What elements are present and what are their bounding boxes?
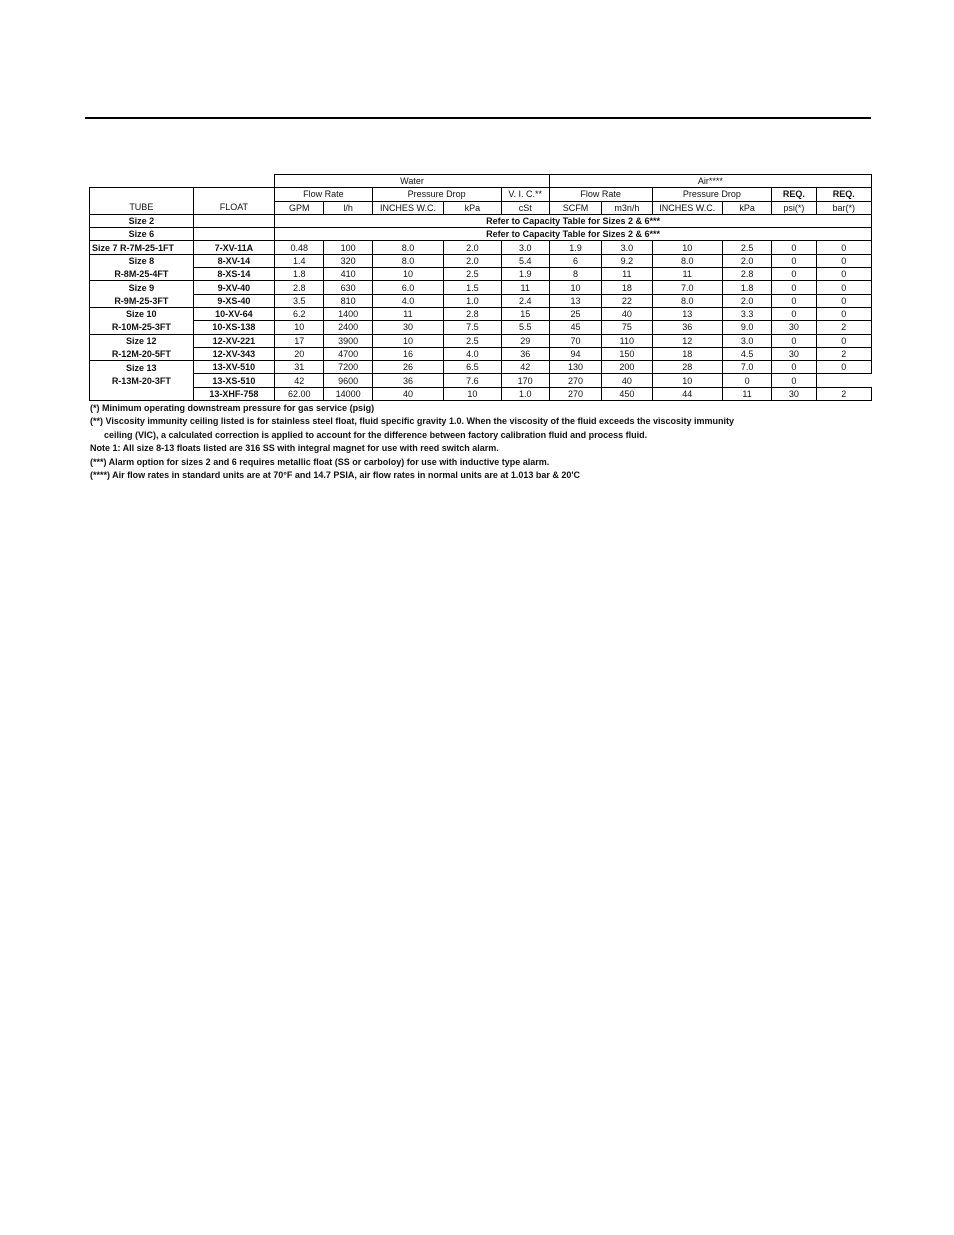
- value-cell: 1.8: [275, 268, 324, 281]
- float-cell: 12-XV-343: [193, 347, 275, 360]
- value-cell: 8: [549, 268, 601, 281]
- value-cell: 44: [652, 387, 722, 400]
- table-row: [90, 334, 872, 347]
- tube-cell: R-13M-20-3FT: [90, 374, 194, 387]
- value-cell: 200: [602, 361, 652, 374]
- value-cell: 0: [722, 374, 771, 387]
- value-cell: 1400: [324, 307, 372, 320]
- value-cell: 0: [816, 334, 872, 347]
- footnotes: [90, 402, 734, 482]
- value-cell: 0: [772, 307, 816, 320]
- value-cell: 36: [372, 374, 443, 387]
- footnote: (****) Air flow rates in standard units are at 70°F and 14.7 PSIA, air flow rates in normal units are at 1.013 bar & 20'C: [90, 470, 581, 481]
- water-pressure-drop-header: Pressure Drop: [372, 188, 501, 201]
- lh-header: l/h: [324, 201, 372, 214]
- value-cell: 810: [324, 294, 372, 307]
- value-cell: 94: [549, 347, 601, 360]
- value-cell: 150: [602, 347, 652, 360]
- value-cell: 10: [652, 241, 722, 254]
- value-cell: 26: [372, 361, 443, 374]
- value-cell: 2.8: [444, 307, 501, 320]
- footnote: Note 1: All size 8-13 floats listed are 316 SS with integral magnet for use with reed switch alarm.: [90, 443, 499, 454]
- value-cell: 8.0: [372, 254, 443, 267]
- table-row: [90, 361, 872, 374]
- value-cell: 630: [324, 281, 372, 294]
- value-cell: 40: [372, 387, 443, 400]
- table-row: [90, 254, 872, 267]
- value-cell: 29: [501, 334, 549, 347]
- value-cell: 25: [549, 307, 601, 320]
- value-cell: 42: [275, 374, 324, 387]
- value-cell: 10: [372, 334, 443, 347]
- value-cell: 12: [652, 334, 722, 347]
- value-cell: 2.0: [722, 254, 771, 267]
- value-cell: 70: [549, 334, 601, 347]
- value-cell: 0.48: [275, 241, 324, 254]
- value-cell: 10: [372, 268, 443, 281]
- size2-row: [90, 214, 872, 227]
- value-cell: 0: [816, 268, 872, 281]
- value-cell: 2.8: [275, 281, 324, 294]
- value-cell: 6.0: [372, 281, 443, 294]
- footnote: ceiling (VIC), a calculated correction is applied to account for the difference between factory calibration fluid and process fluid.: [104, 429, 648, 440]
- float-cell: 13-XV-510: [193, 361, 275, 374]
- value-cell: 7.0: [722, 361, 771, 374]
- value-cell: 11: [722, 387, 771, 400]
- value-cell: 10: [275, 321, 324, 334]
- kpa-water-header: kPa: [444, 201, 501, 214]
- value-cell: 7.6: [444, 374, 501, 387]
- value-cell: 2.0: [444, 241, 501, 254]
- value-cell: 17: [275, 334, 324, 347]
- value-cell: 1.4: [275, 254, 324, 267]
- value-cell: 6: [549, 254, 601, 267]
- value-cell: 450: [602, 387, 652, 400]
- footnote: (*) Minimum operating downstream pressure for gas service (psig): [90, 403, 375, 413]
- value-cell: 0: [816, 361, 872, 374]
- table-row: [90, 307, 872, 320]
- value-cell: 100: [324, 241, 372, 254]
- vic-header: V. I. C.**: [501, 188, 549, 201]
- value-cell: 0: [772, 281, 816, 294]
- column-header-row: [90, 201, 872, 214]
- value-cell: 10: [652, 374, 722, 387]
- value-cell: 3.0: [602, 241, 652, 254]
- tube-cell: Size 7 R-7M-25-1FT: [90, 241, 194, 254]
- water-header: Water: [275, 175, 550, 188]
- size6-tube: Size 6: [90, 228, 194, 241]
- value-cell: 2.8: [722, 268, 771, 281]
- value-cell: 30: [772, 347, 816, 360]
- req-psi-header: REQ.: [772, 188, 816, 201]
- value-cell: 4.0: [444, 347, 501, 360]
- value-cell: 2: [816, 321, 872, 334]
- value-cell: 3.0: [722, 334, 771, 347]
- float-cell: 8-XS-14: [193, 268, 275, 281]
- value-cell: 11: [501, 281, 549, 294]
- value-cell: 0: [816, 241, 872, 254]
- value-cell: 6.2: [275, 307, 324, 320]
- value-cell: 0: [772, 294, 816, 307]
- value-cell: 30: [772, 387, 816, 400]
- value-cell: 0: [772, 361, 816, 374]
- value-cell: 0: [816, 281, 872, 294]
- value-cell: 5.5: [501, 321, 549, 334]
- value-cell: 3900: [324, 334, 372, 347]
- tube-cell: R-8M-25-4FT: [90, 268, 194, 281]
- value-cell: 1.9: [549, 241, 601, 254]
- value-cell: 3.5: [275, 294, 324, 307]
- air-flow-rate-header: Flow Rate: [549, 188, 652, 201]
- value-cell: 28: [652, 361, 722, 374]
- value-cell: 7.5: [444, 321, 501, 334]
- value-cell: 1.9: [501, 268, 549, 281]
- value-cell: 36: [501, 347, 549, 360]
- value-cell: 2.4: [501, 294, 549, 307]
- value-cell: 2.5: [444, 268, 501, 281]
- value-cell: 10: [444, 387, 501, 400]
- scfm-header: SCFM: [549, 201, 601, 214]
- value-cell: 18: [602, 281, 652, 294]
- value-cell: 3.0: [501, 241, 549, 254]
- psi-header: psi(*): [772, 201, 816, 214]
- value-cell: 16: [372, 347, 443, 360]
- value-cell: 22: [602, 294, 652, 307]
- float-cell: 10-XS-138: [193, 321, 275, 334]
- value-cell: 170: [501, 374, 549, 387]
- tube-cell: R-10M-25-3FT: [90, 321, 194, 334]
- float-cell: 13-XHF-758: [193, 387, 275, 400]
- footnote: (***) Alarm option for sizes 2 and 6 requires metallic float (SS or carboloy) for use with inductive type alarm.: [90, 456, 550, 467]
- value-cell: 15: [501, 307, 549, 320]
- table-row: [90, 374, 872, 387]
- value-cell: 4.5: [722, 347, 771, 360]
- value-cell: 8.0: [652, 254, 722, 267]
- value-cell: 13: [652, 307, 722, 320]
- value-cell: 9600: [324, 374, 372, 387]
- req-bar-header: REQ.: [816, 188, 872, 201]
- value-cell: 2: [816, 387, 872, 400]
- gpm-header: GPM: [275, 201, 324, 214]
- value-cell: 2.0: [722, 294, 771, 307]
- value-cell: 7.0: [652, 281, 722, 294]
- value-cell: 11: [652, 268, 722, 281]
- value-cell: 1.0: [501, 387, 549, 400]
- inches-wc-water-header: INCHES W.C.: [372, 201, 443, 214]
- tube-cell: Size 8: [90, 254, 194, 267]
- footnote: (**) Viscosity immunity ceiling listed is for stainless steel float, fluid specific gravity 1.0. When the viscosity of the fluid exceeds the viscosity immunity: [90, 416, 735, 427]
- value-cell: 5.4: [501, 254, 549, 267]
- table-row: [90, 387, 872, 400]
- value-cell: 11: [602, 268, 652, 281]
- table-row: [90, 294, 872, 307]
- float-header: FLOAT: [193, 201, 275, 214]
- value-cell: 1.5: [444, 281, 501, 294]
- float-cell: 12-XV-221: [193, 334, 275, 347]
- value-cell: 31: [275, 361, 324, 374]
- value-cell: 42: [501, 361, 549, 374]
- capacity-table: [89, 174, 872, 401]
- air-header: Air****: [549, 175, 871, 188]
- value-cell: 0: [816, 307, 872, 320]
- value-cell: 0: [816, 254, 872, 267]
- float-cell: 10-XV-64: [193, 307, 275, 320]
- value-cell: 8.0: [652, 294, 722, 307]
- value-cell: 62.00: [275, 387, 324, 400]
- value-cell: 36: [652, 321, 722, 334]
- value-cell: 2.5: [444, 334, 501, 347]
- tube-cell: Size 10: [90, 307, 194, 320]
- value-cell: 20: [275, 347, 324, 360]
- size6-row: [90, 228, 872, 241]
- tube-cell: R-12M-20-5FT: [90, 347, 194, 360]
- value-cell: 270: [549, 387, 601, 400]
- value-cell: 30: [772, 321, 816, 334]
- tube-cell: [90, 387, 194, 400]
- float-cell: 13-XS-510: [193, 374, 275, 387]
- size2-tube: Size 2: [90, 214, 194, 227]
- size2-note: Refer to Capacity Table for Sizes 2 & 6***: [275, 214, 872, 227]
- value-cell: 6.5: [444, 361, 501, 374]
- water-flow-rate-header: Flow Rate: [275, 188, 373, 201]
- value-cell: 2: [816, 347, 872, 360]
- bar-header: bar(*): [816, 201, 872, 214]
- value-cell: 11: [372, 307, 443, 320]
- value-cell: 45: [549, 321, 601, 334]
- value-cell: 2400: [324, 321, 372, 334]
- value-cell: 4.0: [372, 294, 443, 307]
- header-rule: [85, 117, 871, 119]
- value-cell: 130: [549, 361, 601, 374]
- table-row: [90, 268, 872, 281]
- value-cell: 0: [772, 241, 816, 254]
- value-cell: 2.0: [444, 254, 501, 267]
- tube-cell: R-9M-25-3FT: [90, 294, 194, 307]
- value-cell: 410: [324, 268, 372, 281]
- value-cell: 9.0: [722, 321, 771, 334]
- value-cell: 8.0: [372, 241, 443, 254]
- tube-cell: Size 13: [90, 361, 194, 374]
- tube-cell: Size 9: [90, 281, 194, 294]
- value-cell: 13: [549, 294, 601, 307]
- value-cell: 110: [602, 334, 652, 347]
- tube-cell: Size 12: [90, 334, 194, 347]
- float-cell: 8-XV-14: [193, 254, 275, 267]
- value-cell: 0: [772, 374, 816, 387]
- value-cell: 1.8: [722, 281, 771, 294]
- value-cell: 30: [372, 321, 443, 334]
- value-cell: 0: [816, 294, 872, 307]
- value-cell: 40: [602, 307, 652, 320]
- value-cell: 9.2: [602, 254, 652, 267]
- value-cell: 1.0: [444, 294, 501, 307]
- table-row: [90, 281, 872, 294]
- value-cell: 7200: [324, 361, 372, 374]
- air-pressure-drop-header: Pressure Drop: [652, 188, 772, 201]
- subheader-row: [90, 188, 872, 201]
- float-cell: 7-XV-11A: [193, 241, 275, 254]
- float-cell: 9-XS-40: [193, 294, 275, 307]
- value-cell: 10: [549, 281, 601, 294]
- value-cell: 18: [652, 347, 722, 360]
- group-header-row: [90, 175, 872, 188]
- value-cell: 320: [324, 254, 372, 267]
- table-row: [90, 241, 872, 254]
- value-cell: 0: [772, 254, 816, 267]
- tube-header: TUBE: [90, 201, 194, 214]
- value-cell: 2.5: [722, 241, 771, 254]
- inches-wc-air-header: INCHES W.C.: [652, 201, 722, 214]
- value-cell: 270: [549, 374, 601, 387]
- value-cell: 0: [772, 268, 816, 281]
- value-cell: 3.3: [722, 307, 771, 320]
- kpa-air-header: kPa: [722, 201, 771, 214]
- table-row: [90, 321, 872, 334]
- value-cell: 75: [602, 321, 652, 334]
- m3nh-header: m3n/h: [602, 201, 652, 214]
- size6-note: Refer to Capacity Table for Sizes 2 & 6***: [275, 228, 872, 241]
- table-row: [90, 347, 872, 360]
- value-cell: 14000: [324, 387, 372, 400]
- float-cell: 9-XV-40: [193, 281, 275, 294]
- value-cell: 4700: [324, 347, 372, 360]
- cst-header: cSt: [501, 201, 549, 214]
- value-cell: 0: [772, 334, 816, 347]
- value-cell: 40: [602, 374, 652, 387]
